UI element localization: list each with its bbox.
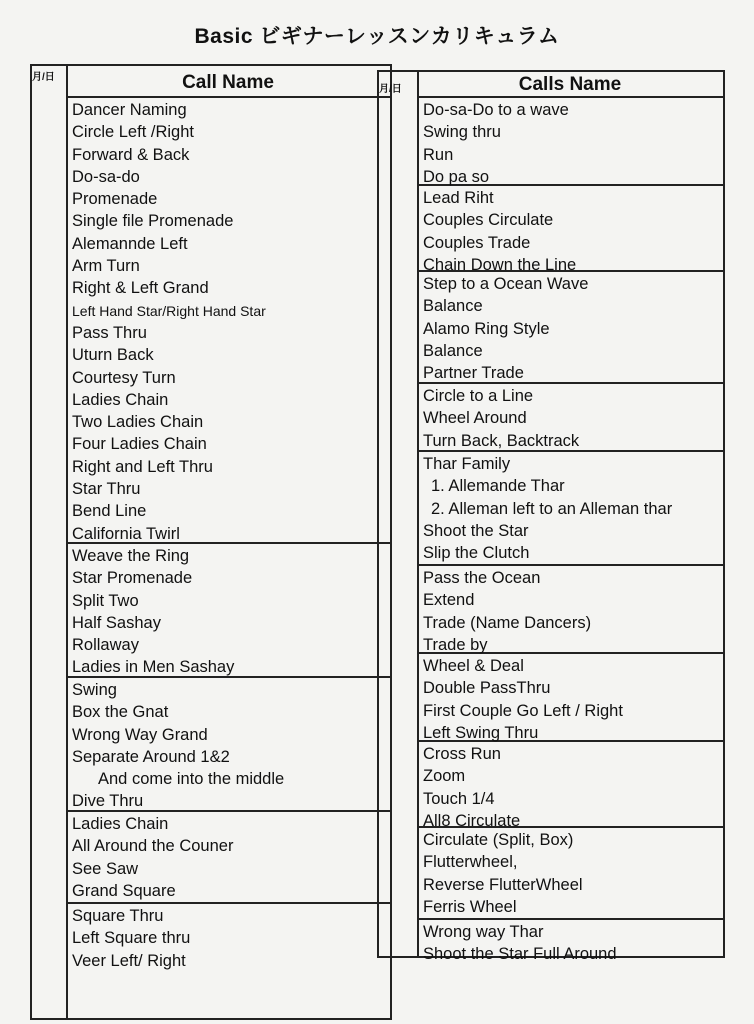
right-call-name: Turn Back, Backtrack bbox=[423, 431, 580, 450]
right-call-name: Reverse FlutterWheel bbox=[423, 875, 583, 894]
right-call-name: 2. Alleman left to an Alleman thar bbox=[431, 499, 673, 518]
right-call-name: Do-sa-Do to a wave bbox=[423, 101, 569, 119]
right-call-name: Do pa so bbox=[423, 167, 490, 186]
right-lesson-group bbox=[417, 384, 723, 452]
right-call-name: Flutterwheel, bbox=[423, 853, 518, 872]
left-call-name: Rollaway bbox=[72, 636, 139, 655]
right-lesson-group bbox=[417, 452, 723, 566]
right-lesson-group bbox=[417, 272, 723, 384]
left-call-name: Courtesy Turn bbox=[72, 368, 176, 387]
right-call-name: First Couple Go Left / Right bbox=[423, 701, 623, 720]
right-lesson-group bbox=[417, 186, 723, 272]
left-call-name: Half Sashay bbox=[72, 613, 161, 632]
left-call-name: Alemannde Left bbox=[72, 234, 188, 253]
left-call-name: Left Hand Star/Right Hand Star bbox=[72, 302, 266, 319]
right-column-header: Calls Name bbox=[417, 72, 723, 98]
right-call-name: Partner Trade bbox=[423, 364, 524, 383]
left-call-name: Ladies Chain bbox=[72, 390, 169, 409]
left-call-name: Box the Gnat bbox=[72, 703, 169, 722]
left-call-name: Four Ladies Chain bbox=[72, 435, 207, 454]
right-call-name: Circulate (Split, Box) bbox=[423, 831, 574, 849]
right-call-name: Swing thru bbox=[423, 123, 501, 142]
left-call-name: Veer Left/ Right bbox=[72, 951, 186, 970]
right-call-name: Trade (Name Dancers) bbox=[423, 613, 592, 632]
left-lesson-group bbox=[66, 544, 390, 678]
left-call-name: Dive Thru bbox=[72, 792, 144, 811]
right-call-name: Circle to a Line bbox=[423, 387, 534, 405]
right-call-name: Shoot the Star Full Around bbox=[423, 945, 617, 964]
right-call-name: Left Swing Thru bbox=[423, 723, 539, 742]
left-call-name: Wrong Way Grand bbox=[72, 725, 208, 744]
page-title: Basic ビギナーレッスンカリキュラム bbox=[194, 25, 560, 48]
right-date-label: 月/日 bbox=[379, 84, 402, 95]
left-call-name: See Saw bbox=[72, 859, 139, 878]
right-call-name: Couples Trade bbox=[423, 233, 531, 252]
right-call-name: Touch 1/4 bbox=[423, 789, 495, 808]
left-column-header: Call Name bbox=[66, 66, 390, 98]
left-call-name: Two Ladies Chain bbox=[72, 413, 204, 432]
left-date-column bbox=[32, 66, 68, 1018]
right-lesson-group bbox=[417, 828, 723, 920]
left-call-name: Left Square thru bbox=[72, 929, 191, 948]
right-date-column bbox=[379, 72, 419, 956]
left-call-name: Right and Left Thru bbox=[72, 457, 213, 476]
left-call-name: Pass Thru bbox=[72, 323, 147, 342]
left-call-name: Do-sa-do bbox=[72, 167, 140, 186]
left-call-name: Ladies in Men Sashay bbox=[72, 658, 235, 677]
right-call-name: Wrong way Thar bbox=[423, 923, 544, 941]
left-call-name: Single file Promenade bbox=[72, 212, 234, 231]
right-call-name: Couples Circulate bbox=[423, 211, 554, 230]
left-call-name: California Twirl bbox=[72, 524, 180, 543]
left-lesson-group bbox=[66, 98, 390, 544]
left-call-name: Dancer Naming bbox=[72, 101, 187, 119]
right-call-name: Cross Run bbox=[423, 745, 501, 763]
right-call-name: Trade by bbox=[423, 635, 488, 654]
right-call-name: Lead Riht bbox=[423, 189, 494, 207]
left-call-name: Promenade bbox=[72, 190, 158, 209]
right-call-name: Wheel & Deal bbox=[423, 657, 524, 675]
right-lesson-group bbox=[417, 566, 723, 654]
left-call-name: Bend Line bbox=[72, 502, 147, 521]
left-lesson-group bbox=[66, 678, 390, 812]
right-call-name: All8 Circulate bbox=[423, 811, 521, 830]
left-call-name: And come into the middle bbox=[98, 770, 285, 789]
left-call-name: Ladies Chain bbox=[72, 815, 169, 833]
right-call-name: Balance bbox=[423, 341, 483, 360]
right-curriculum-table bbox=[377, 70, 725, 964]
left-call-name: Square Thru bbox=[72, 907, 164, 925]
left-call-name: All Around the Couner bbox=[72, 837, 234, 856]
left-call-name: Circle Left /Right bbox=[72, 123, 194, 142]
left-call-name: Arm Turn bbox=[72, 257, 140, 276]
right-call-name: Zoom bbox=[423, 767, 466, 786]
right-lesson-group bbox=[417, 654, 723, 742]
right-call-name: Extend bbox=[423, 591, 475, 610]
right-call-name: Ferris Wheel bbox=[423, 897, 517, 916]
left-lesson-group bbox=[66, 904, 390, 1018]
right-call-name: 1. Allemande Thar bbox=[431, 477, 565, 496]
right-call-name: Run bbox=[423, 145, 454, 164]
right-call-name: Chain Down the Line bbox=[423, 255, 577, 274]
right-lesson-group bbox=[417, 98, 723, 186]
right-call-name: Slip the Clutch bbox=[423, 544, 530, 563]
left-call-name: Right & Left Grand bbox=[72, 279, 209, 298]
left-call-name: Swing bbox=[72, 681, 117, 699]
left-call-name: Split Two bbox=[72, 591, 139, 610]
right-call-name: Alamo Ring Style bbox=[423, 319, 550, 338]
left-call-name: Uturn Back bbox=[72, 346, 154, 365]
left-date-label: 月/日 bbox=[32, 72, 55, 83]
right-call-name: Balance bbox=[423, 297, 483, 316]
right-call-name: Shoot the Star bbox=[423, 521, 529, 540]
left-call-name: Star Thru bbox=[72, 480, 141, 499]
right-call-name: Wheel Around bbox=[423, 409, 527, 428]
left-call-name: Weave the Ring bbox=[72, 547, 190, 565]
right-call-name: Double PassThru bbox=[423, 679, 551, 698]
right-call-name: Pass the Ocean bbox=[423, 569, 541, 587]
left-curriculum-table bbox=[30, 64, 392, 1020]
left-call-name: Grand Square bbox=[72, 881, 176, 900]
left-call-name: Forward & Back bbox=[72, 145, 190, 164]
left-lesson-group bbox=[66, 812, 390, 904]
right-lesson-group bbox=[417, 742, 723, 828]
left-call-name: Star Promenade bbox=[72, 569, 193, 588]
right-lesson-group bbox=[417, 920, 723, 964]
right-call-name: Step to a Ocean Wave bbox=[423, 275, 589, 293]
right-call-name: Thar Family bbox=[423, 455, 511, 473]
left-call-name: Separate Around 1&2 bbox=[72, 747, 230, 766]
